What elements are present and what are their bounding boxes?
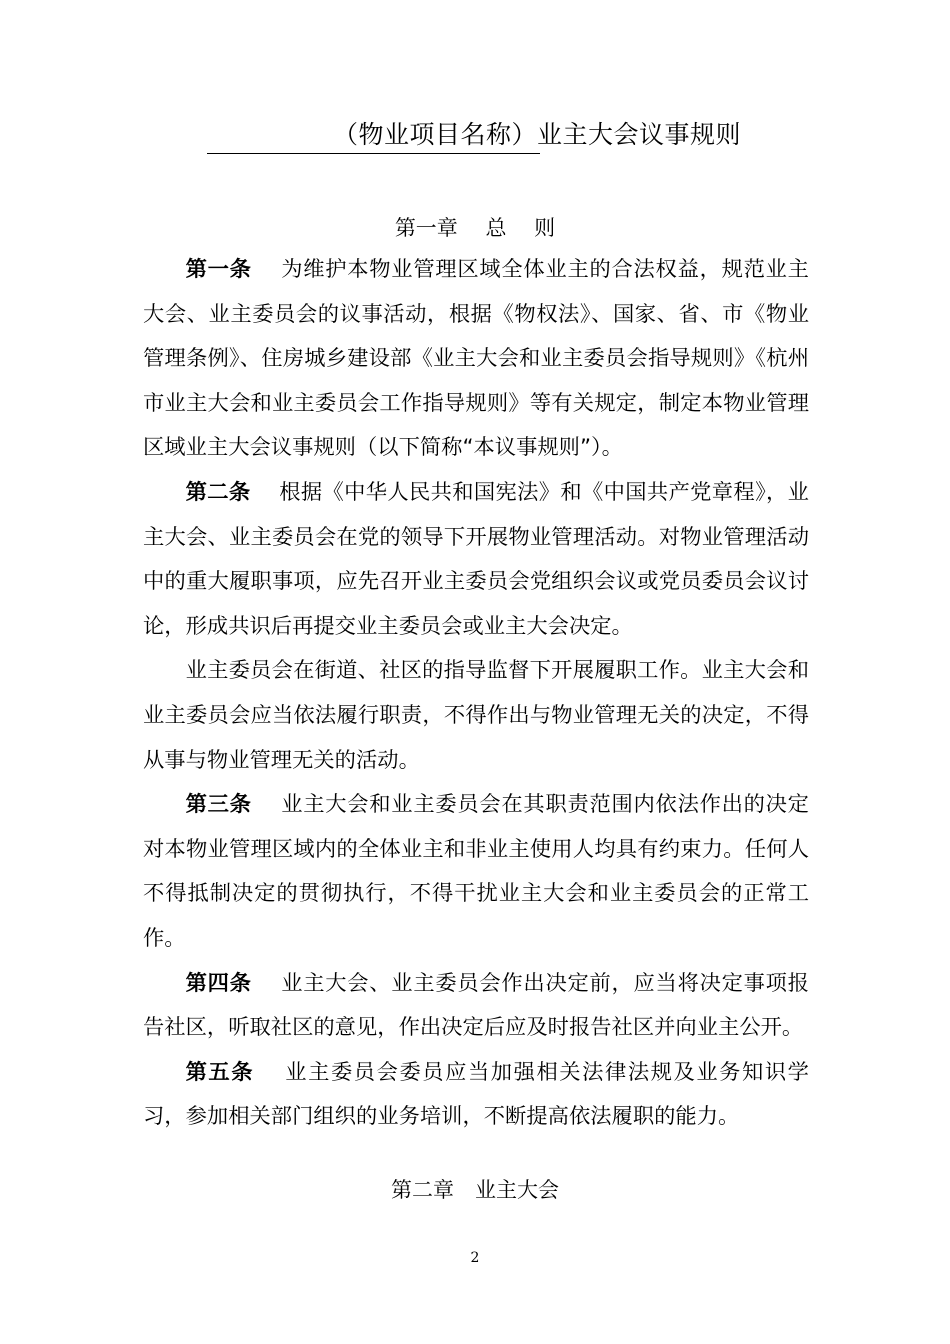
article-2-paragraph-2 (143, 649, 809, 783)
article-3 (143, 783, 809, 961)
article-text: 为维护本物业管理区域全体业主的合法权益，规范业主大会、业主委员会的议事活动，根据《物权法》、国家、省、市《物业管理条例》、住房城乡建设部《业主大会和业主委员会指导规则》《杭州市业主大会和业主委员会工作指导规则》等有关规定，制定本物业管理区域业主大会议事规则（以下简称“本议事规则”）。 (143, 257, 809, 461)
article-5 (143, 1051, 809, 1140)
page-number: 2 (470, 1250, 480, 1266)
chapter-heading-2: 第二章 业主大会 (391, 1178, 559, 1202)
project-name-blank-line (207, 153, 540, 154)
article-2 (143, 471, 809, 649)
article-1 (143, 248, 809, 471)
document-title: （物业项目名称）业主大会议事规则 (333, 120, 742, 149)
article-label: 第二条 (185, 479, 251, 505)
article-label: 第一条 (185, 257, 252, 282)
article-4 (143, 962, 809, 1051)
article-text: 业主大会、业主委员会作出决定前，应当将决定事项报告社区，听取社区的意见，作出决定后应及时报告社区并向业主公开。 (143, 970, 809, 1041)
chapter-1-body (143, 248, 809, 1140)
chapter-heading-1: 第一章 总 则 (394, 216, 556, 240)
article-text: 业主委员会在街道、社区的指导监督下开展履职工作。业主大会和业主委员会应当依法履行职责，不得作出与物业管理无关的决定，不得从事与物业管理无关的活动。 (143, 658, 809, 773)
article-label: 第四条 (185, 970, 252, 996)
article-text: 业主大会和业主委员会在其职责范围内依法作出的决定对本物业管理区域内的全体业主和非业主使用人均具有约束力。任何人不得抵制决定的贯彻执行，不得干扰业主大会和业主委员会的正常工作。 (143, 792, 809, 951)
article-text: 业主委员会委员应当加强相关法律法规及业务知识学习，参加相关部门组织的业务培训，不断提高依法履职的能力。 (143, 1059, 809, 1130)
article-label: 第五条 (185, 1059, 255, 1085)
document-title-row (0, 114, 950, 158)
article-text: 根据《中华人民共和国宪法》和《中国共产党章程》，业主大会、业主委员会在党的领导下开展物业管理活动。对物业管理活动中的重大履职事项，应先召开业主委员会党组织会议或党员委员会议讨论，形成共识后再提交业主委员会或业主大会决定。 (143, 479, 809, 639)
article-label: 第三条 (185, 792, 252, 818)
